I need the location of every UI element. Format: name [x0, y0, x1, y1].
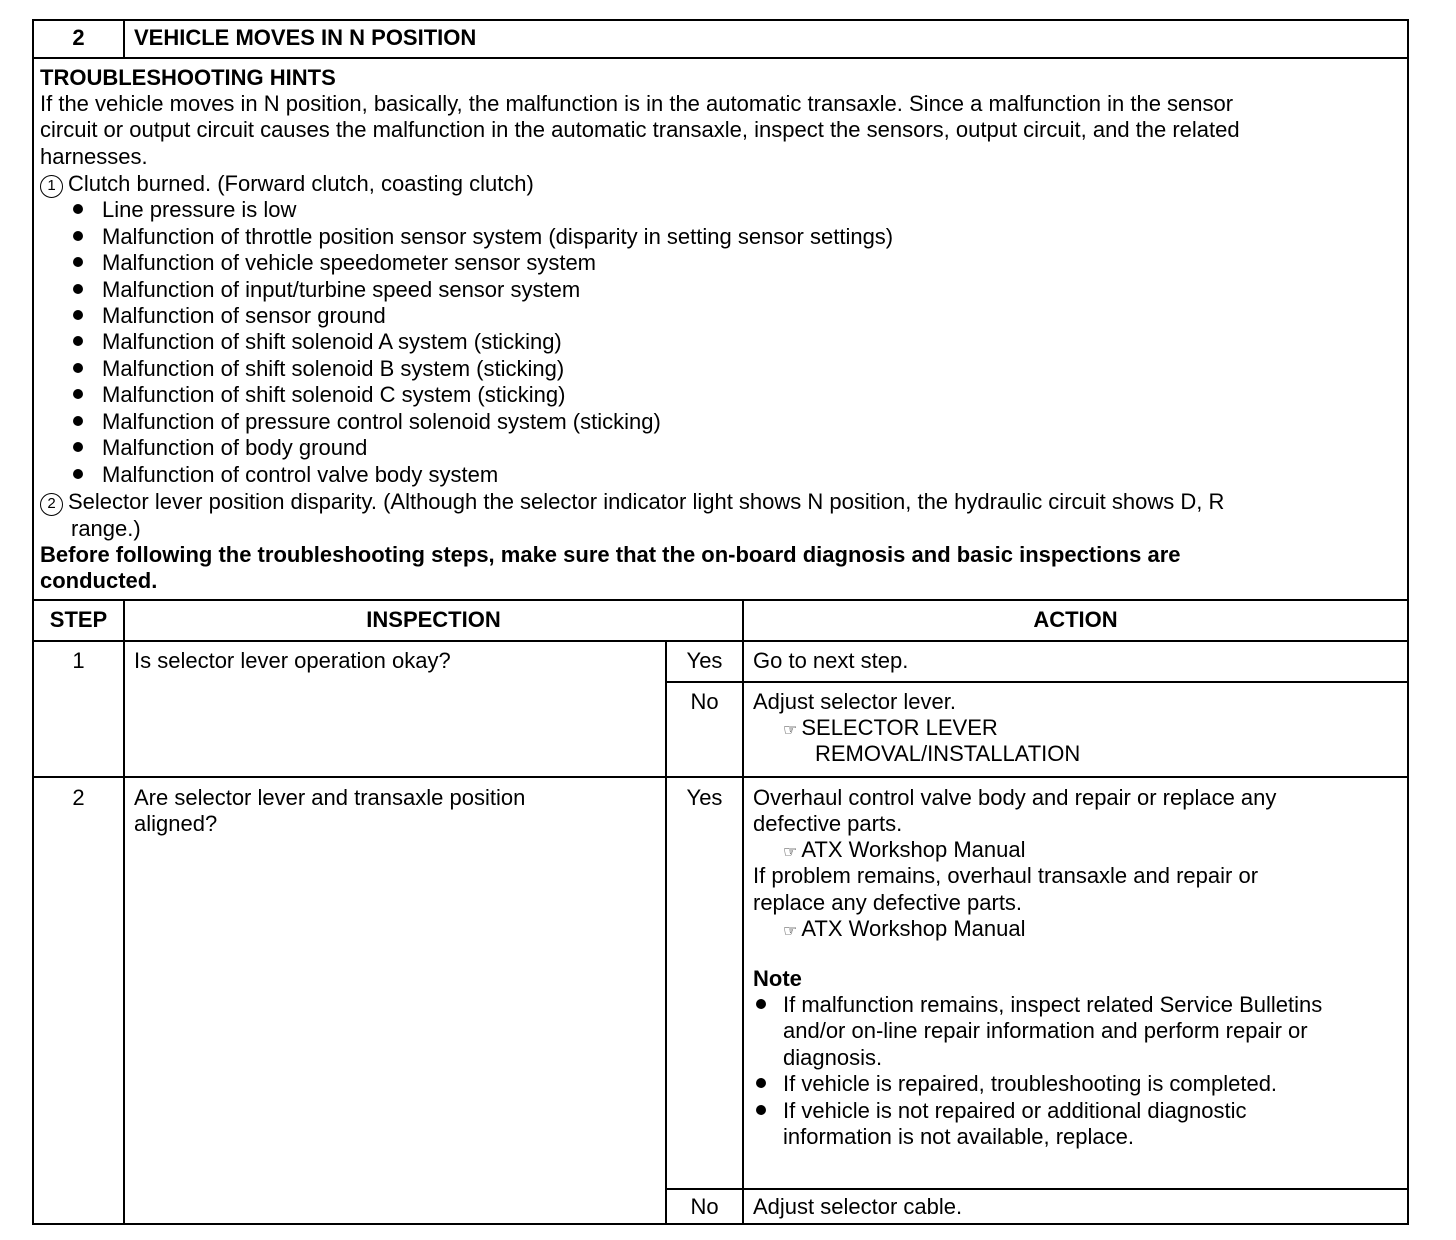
list-item: Malfunction of sensor ground [102, 303, 386, 328]
yes-action-line: replace any defective parts. [753, 890, 1023, 915]
table-header-rule [32, 640, 1409, 642]
bullet-dot [756, 1078, 766, 1088]
bullet-dot [756, 999, 766, 1009]
note-item-cont: and/or on-line repair information and perform repair or [783, 1018, 1308, 1043]
list-item: Malfunction of shift solenoid A system (sticking) [102, 329, 562, 354]
yes-action-line: Overhaul control valve body and repair or replace any [753, 785, 1277, 810]
reference-link[interactable] [783, 916, 1026, 945]
table-top-rule [32, 599, 1409, 601]
note-item-cont: information is not available, replace. [783, 1124, 1134, 1149]
step-number: 2 [72, 785, 85, 810]
bullet-dot [73, 231, 83, 241]
hints-intro-line: harnesses. [40, 144, 148, 169]
step-column-divider [123, 599, 125, 1225]
hints-heading: TROUBLESHOOTING HINTS [40, 65, 336, 90]
bullet-dot [73, 363, 83, 373]
note-item-cont: diagnosis. [783, 1045, 883, 1070]
header-title: VEHICLE MOVES IN N POSITION [134, 25, 477, 50]
reference-text: SELECTOR LEVER [801, 715, 998, 740]
reference-icon: ☞ [783, 923, 796, 940]
bullet-dot [73, 310, 83, 320]
step1-yes-no-rule [665, 681, 1409, 683]
note-item: If malfunction remains, inspect related Service Bulletins [783, 992, 1323, 1017]
step2-yes-no-rule [665, 1188, 1409, 1190]
inspection-question: Are selector lever and transaxle position [134, 785, 526, 810]
inspection-question-cont: aligned? [134, 811, 218, 836]
hints-intro-line: If the vehicle moves in N position, basically, the malfunction is in the automatic transaxle. Since a malfunction in the sensor [40, 91, 1234, 116]
column-header-action: ACTION [1033, 607, 1118, 632]
bullet-dot [73, 442, 83, 452]
column-header-inspection: INSPECTION [366, 607, 501, 632]
column-header-step: STEP [49, 607, 108, 632]
reference-icon: ☞ [783, 844, 796, 861]
bullet-dot [73, 204, 83, 214]
list-item: Malfunction of pressure control solenoid system (sticking) [102, 409, 661, 434]
circled-number-2: 2 [40, 493, 63, 516]
list-item: Malfunction of shift solenoid C system (sticking) [102, 382, 566, 407]
reference-link[interactable] [783, 837, 1026, 866]
no-action: Adjust selector cable. [753, 1194, 963, 1219]
no-label: No [690, 689, 719, 714]
list-item: Malfunction of shift solenoid B system (sticking) [102, 356, 565, 381]
list-item: Malfunction of vehicle speedometer sensor system [102, 250, 597, 275]
bullet-dot [73, 284, 83, 294]
step-row-rule [32, 776, 1409, 778]
yes-action-line: defective parts. [753, 811, 903, 836]
list-item: Line pressure is low [102, 197, 297, 222]
cause-2-text: Selector lever position disparity. (Although the selector indicator light shows N position, the hydraulic circuit shows D, R [68, 489, 1225, 514]
circled-number-1: 1 [40, 175, 63, 198]
action-column-divider [742, 599, 744, 1225]
note-item: If vehicle is repaired, troubleshooting is completed. [783, 1071, 1278, 1096]
step-number: 1 [72, 648, 85, 673]
header-number: 2 [72, 25, 85, 50]
reference-link[interactable] [783, 715, 998, 744]
yes-action: Go to next step. [753, 648, 909, 673]
yes-action-line: If problem remains, overhaul transaxle and repair or [753, 863, 1259, 888]
reference-text: ATX Workshop Manual [801, 916, 1026, 941]
reference-text-cont: REMOVAL/INSTALLATION [815, 741, 1081, 766]
bullet-dot [73, 389, 83, 399]
warning-line: Before following the troubleshooting steps, make sure that the on-board diagnosis and basic inspections are [40, 542, 1181, 567]
yes-label: Yes [686, 648, 723, 673]
bullet-dot [73, 257, 83, 267]
bullet-dot [73, 469, 83, 479]
cause-1-text: Clutch burned. (Forward clutch, coasting clutch) [68, 171, 534, 196]
reference-text: ATX Workshop Manual [801, 837, 1026, 862]
header-rule [32, 57, 1409, 59]
header-divider [123, 19, 125, 57]
cause-2-text-cont: range.) [71, 516, 141, 541]
bullet-dot [73, 336, 83, 346]
list-item: Malfunction of throttle position sensor system (disparity in setting sensor settings) [102, 224, 894, 249]
reference-icon: ☞ [783, 722, 796, 739]
no-action: Adjust selector lever. [753, 689, 956, 714]
bullet-dot [73, 416, 83, 426]
warning-line: conducted. [40, 568, 158, 593]
note-item: If vehicle is not repaired or additional diagnostic [783, 1098, 1247, 1123]
yes-label: Yes [686, 785, 723, 810]
note-heading: Note [753, 966, 802, 991]
cause-2 [40, 489, 1224, 516]
hints-intro-line: circuit or output circuit causes the malfunction in the automatic transaxle, inspect the sensors, output circuit, and the related [40, 117, 1240, 142]
inspection-question: Is selector lever operation okay? [134, 648, 451, 673]
list-item: Malfunction of input/turbine speed sensor system [102, 277, 581, 302]
list-item: Malfunction of control valve body system [102, 462, 499, 487]
no-label: No [690, 1194, 719, 1219]
yes-no-column-divider [665, 640, 667, 1225]
cause-1 [40, 171, 534, 198]
bullet-dot [756, 1105, 766, 1115]
list-item: Malfunction of body ground [102, 435, 368, 460]
